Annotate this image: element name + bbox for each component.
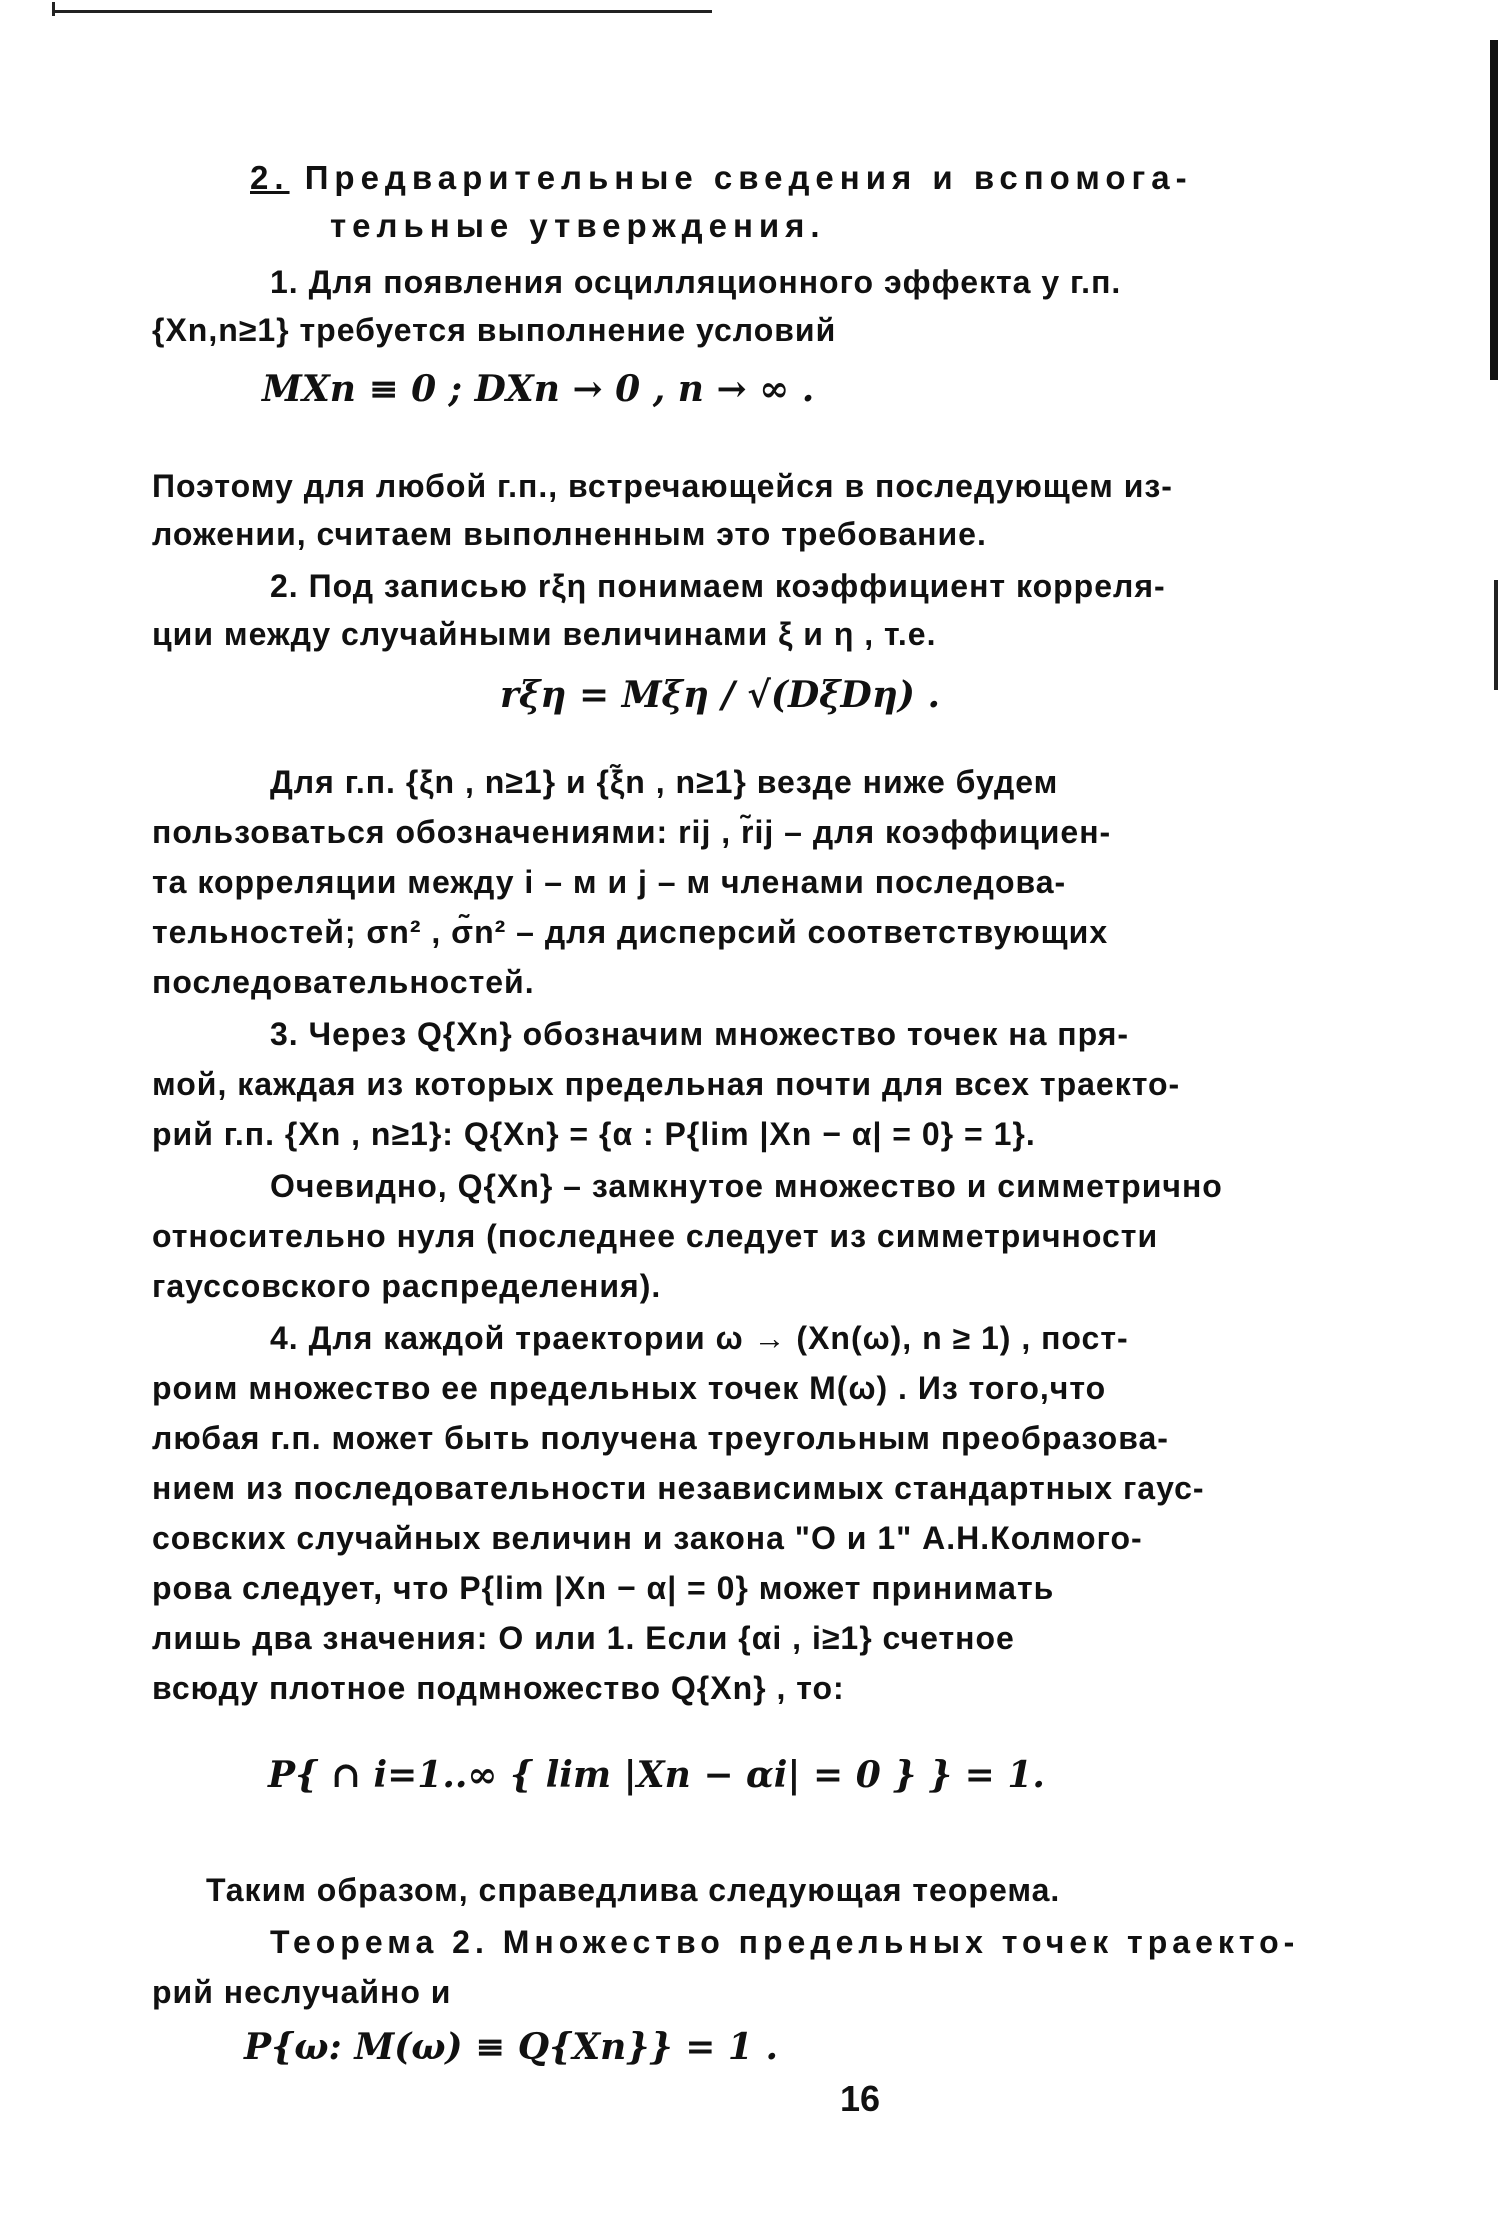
formula-theorem: P{ω: M(ω) ≡ Q{Xn}} = 1 . [244,2026,779,2068]
paragraph-line: ложении, считаем выполненным это требование. [152,516,987,552]
paragraph-line: Очевидно, Q{Xn} – замкнутое множество и симметрично [270,1168,1223,1204]
formula-correlation: rξη = Mξη / √(DξDη) . [500,674,940,716]
section-title-line2: тельные утверждения. [330,207,826,244]
paragraph-line: 2. Под записью rξη понимаем коэффициент корреля- [270,568,1166,604]
paragraph-line: нием из последовательности независимых стандартных гаус- [152,1470,1205,1506]
paragraph-line: относительно нуля (последнее следует из симметричности [152,1218,1159,1254]
paragraph-line: ции между случайными величинами ξ и η , т.е. [152,616,937,652]
paragraph-line: рова следует, что P{lim |Xn − α| = 0} может принимать [152,1570,1055,1606]
paragraph-line: Поэтому для любой г.п., встречающейся в последующем из- [152,468,1173,504]
paragraph-line: пользоваться обозначениями: rij , r̃ij – для коэффициен- [152,814,1112,850]
paragraph-line: рий г.п. {Xn , n≥1}: Q{Xn} = {α : P{lim |Xn − α| = 0} = 1}. [152,1116,1036,1152]
section-heading [250,158,1508,198]
section-number: 2. [250,159,290,196]
scan-edge-mark-lower [1494,580,1498,690]
paragraph-line: роим множество ее предельных точек M(ω) . Из того,что [152,1370,1107,1406]
top-rule-tick [52,2,55,16]
paragraph-line: 1. Для появления осцилляционного эффекта у г.п. [270,264,1122,300]
formula-limit-probability: P{ ∩ i=1..∞ { lim |Xn − αi| = 0 } } = 1. [268,1754,1045,1796]
paragraph-line: последовательностей. [152,964,535,1000]
paragraph-line: та корреляции между i – м и j – м членами последова- [152,864,1067,900]
paragraph-line: Таким образом, справедлива следующая теорема. [206,1872,1061,1908]
paragraph-line: тельностей; σn² , σ̃n² – для дисперсий соответствующих [152,914,1109,950]
paragraph-line: 4. Для каждой траектории ω → (Xn(ω), n ≥ 1) , пост- [270,1320,1129,1356]
paragraph-line: рий неслучайно и [152,1974,452,2010]
section-title-line1: Предварительные сведения и вспомога- [304,159,1193,196]
paragraph-line: гауссовского распределения). [152,1268,662,1304]
paragraph-line: лишь два значения: О или 1. Если {αi , i≥1} счетное [152,1620,1015,1656]
page-number: 16 [840,2078,881,2119]
paragraph-line: мой, каждая из которых предельная почти для всех траекто- [152,1066,1181,1102]
paragraph-line: {Xn,n≥1} требуется выполнение условий [152,312,837,348]
theorem-line: Теорема 2. Множество предельных точек траекто- [270,1924,1300,1960]
paragraph-line: любая г.п. может быть получена треугольным преобразова- [152,1420,1169,1456]
top-rule [52,10,712,13]
paragraph-line: 3. Через Q{Xn} обозначим множество точек на пря- [270,1016,1130,1052]
paragraph-line: совских случайных величин и закона "О и 1" А.Н.Колмого- [152,1520,1143,1556]
formula-conditions: MXn ≡ 0 ; DXn → 0 , n → ∞ . [262,368,815,410]
paragraph-line: всюду плотное подмножество Q{Xn} , то: [152,1670,845,1706]
paragraph-line: Для г.п. {ξn , n≥1} и {ξ̃n , n≥1} везде ниже будем [270,764,1059,800]
